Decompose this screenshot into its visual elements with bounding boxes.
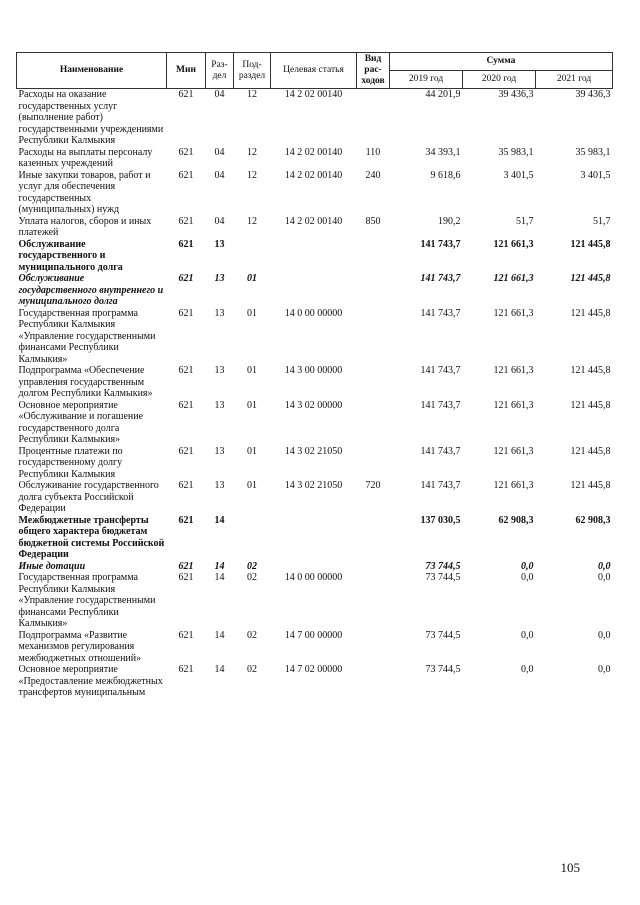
row-razdel: 13 bbox=[214, 480, 225, 491]
row-podrazdel: 02 bbox=[247, 560, 257, 572]
header-year-2021: 2021 год bbox=[536, 71, 613, 89]
row-name: Основное мероприятие «Обслуживание и погашение государственного долга Республики Калмыкия» bbox=[18, 399, 144, 445]
header-name: Наименование bbox=[17, 53, 167, 89]
row-name: Уплата налогов, сборов и иных платежей bbox=[18, 215, 152, 238]
row-vid bbox=[357, 446, 390, 481]
row-razdel: 04 bbox=[214, 169, 225, 181]
header-vid: Вид рас-ходов bbox=[357, 53, 390, 89]
row-podrazdel: 12 bbox=[247, 146, 257, 158]
row-vid bbox=[357, 630, 390, 665]
row-sum-2021: 0,0 bbox=[598, 664, 611, 675]
table-row bbox=[17, 365, 613, 400]
row-sum-2019: 141 743,7 bbox=[420, 238, 461, 250]
row-podrazdel: 01 bbox=[247, 480, 257, 491]
page-number: 105 bbox=[560, 860, 580, 875]
header-celevaya: Целевая статья bbox=[271, 53, 357, 89]
row-sum-2020: 39 436,3 bbox=[498, 89, 534, 100]
row-min: 621 bbox=[178, 629, 194, 641]
table-row bbox=[17, 446, 613, 481]
table-row bbox=[17, 630, 613, 665]
row-sum-2020: 0,0 bbox=[521, 629, 534, 641]
row-vid bbox=[357, 572, 390, 630]
row-sum-2019: 73 744,5 bbox=[425, 572, 461, 583]
row-sum-2020: 51,7 bbox=[516, 215, 534, 227]
row-name: Иные дотации bbox=[18, 560, 86, 572]
budget-table-page bbox=[16, 52, 612, 699]
row-celevaya: 14 3 02 21050 bbox=[284, 480, 343, 491]
table-body bbox=[17, 89, 613, 699]
row-podrazdel: 02 bbox=[247, 629, 257, 641]
row-sum-2021: 121 445,8 bbox=[570, 399, 611, 411]
row-sum-2019: 141 743,7 bbox=[420, 307, 461, 319]
row-vid bbox=[357, 561, 390, 573]
row-podrazdel: 02 bbox=[247, 664, 257, 675]
row-celevaya: 14 7 02 00000 bbox=[284, 664, 343, 675]
row-razdel: 13 bbox=[214, 238, 225, 250]
table-row bbox=[17, 664, 613, 699]
row-celevaya: 14 3 00 00000 bbox=[284, 365, 343, 376]
row-podrazdel: 01 bbox=[247, 399, 257, 411]
row-razdel: 04 bbox=[214, 89, 225, 100]
row-vid: 110 bbox=[365, 146, 381, 158]
row-podrazdel bbox=[234, 239, 271, 274]
row-celevaya: 14 0 00 00000 bbox=[284, 572, 343, 583]
row-celevaya: 14 0 00 00000 bbox=[284, 307, 343, 319]
row-razdel: 13 bbox=[214, 307, 225, 319]
row-sum-2019: 141 743,7 bbox=[420, 480, 461, 491]
table-header bbox=[17, 53, 613, 89]
row-razdel: 14 bbox=[214, 514, 225, 526]
row-name: Государственная программа Республики Калмыкия «Управление государственными финансами Республики Калмыкия» bbox=[18, 307, 156, 365]
row-sum-2019: 9 618,6 bbox=[430, 169, 461, 181]
row-sum-2019: 73 744,5 bbox=[425, 664, 461, 675]
row-celevaya: 14 7 00 00000 bbox=[284, 629, 343, 641]
row-razdel: 14 bbox=[214, 560, 225, 572]
row-razdel: 13 bbox=[214, 273, 225, 284]
row-min: 621 bbox=[178, 273, 194, 284]
row-min: 621 bbox=[178, 664, 194, 675]
row-razdel: 04 bbox=[214, 146, 225, 158]
table-row bbox=[17, 239, 613, 274]
row-vid bbox=[357, 273, 390, 308]
header-year-2020: 2020 год bbox=[463, 71, 536, 89]
table-row bbox=[17, 89, 613, 147]
row-sum-2021: 121 445,8 bbox=[570, 307, 611, 319]
row-sum-2020: 121 661,3 bbox=[493, 480, 534, 491]
row-razdel: 14 bbox=[214, 664, 225, 675]
row-sum-2021: 62 908,3 bbox=[575, 514, 611, 526]
row-min: 621 bbox=[178, 572, 194, 583]
row-sum-2019: 44 201,9 bbox=[425, 89, 461, 100]
row-sum-2020: 0,0 bbox=[521, 572, 534, 583]
budget-table bbox=[16, 52, 613, 699]
row-name: Процентные платежи по государственному долгу Республики Калмыкия bbox=[18, 445, 123, 480]
row-sum-2020: 62 908,3 bbox=[498, 514, 534, 526]
row-celevaya: 14 3 02 21050 bbox=[284, 445, 343, 457]
row-sum-2019: 141 743,7 bbox=[420, 445, 461, 457]
row-min: 621 bbox=[178, 238, 194, 250]
row-sum-2020: 121 661,3 bbox=[493, 238, 534, 250]
row-sum-2020: 121 661,3 bbox=[493, 445, 534, 457]
row-sum-2021: 121 445,8 bbox=[570, 480, 611, 491]
row-razdel: 13 bbox=[214, 399, 225, 411]
row-sum-2021: 0,0 bbox=[598, 572, 611, 583]
table-row bbox=[17, 308, 613, 366]
row-min: 621 bbox=[178, 399, 194, 411]
row-razdel: 14 bbox=[214, 629, 225, 641]
row-name: Подпрограмма «Развитие механизмов регулирования межбюджетных отношений» bbox=[18, 629, 142, 664]
header-summa: Сумма bbox=[390, 53, 613, 71]
row-min: 621 bbox=[178, 89, 194, 100]
header-year-2019: 2019 год bbox=[390, 71, 463, 89]
row-sum-2019: 34 393,1 bbox=[425, 146, 461, 158]
row-sum-2020: 121 661,3 bbox=[493, 399, 534, 411]
row-podrazdel: 01 bbox=[247, 307, 257, 319]
row-vid bbox=[357, 400, 390, 446]
table-row bbox=[17, 273, 613, 308]
table-row bbox=[17, 480, 613, 515]
row-sum-2021: 121 445,8 bbox=[570, 273, 611, 284]
row-podrazdel: 12 bbox=[247, 169, 257, 181]
row-name: Межбюджетные трансферты общего характера бюджетам бюджетной системы Российской Федерации bbox=[18, 514, 165, 560]
row-podrazdel: 12 bbox=[247, 215, 257, 227]
row-name: Обслуживание государственного долга субъекта Российской Федерации bbox=[18, 480, 159, 514]
row-podrazdel: 02 bbox=[247, 572, 257, 583]
row-podrazdel: 01 bbox=[247, 445, 257, 457]
row-name: Обслуживание государственного и муниципального долга bbox=[18, 238, 123, 273]
row-podrazdel bbox=[234, 515, 271, 561]
row-razdel: 04 bbox=[214, 215, 225, 227]
row-sum-2021: 35 983,1 bbox=[575, 146, 611, 158]
row-podrazdel: 01 bbox=[247, 273, 257, 284]
row-sum-2021: 0,0 bbox=[598, 560, 611, 572]
row-sum-2021: 121 445,8 bbox=[570, 365, 611, 376]
row-celevaya: 14 2 02 00140 bbox=[284, 169, 343, 181]
row-celevaya bbox=[271, 273, 357, 308]
row-name: Подпрограмма «Обеспечение управления государственным долгом Республики Калмыкия» bbox=[18, 365, 153, 399]
row-celevaya bbox=[271, 515, 357, 561]
header-podrazdel: Под-раздел bbox=[234, 53, 271, 89]
row-razdel: 13 bbox=[214, 445, 225, 457]
row-vid bbox=[357, 664, 390, 699]
row-vid bbox=[357, 365, 390, 400]
row-sum-2019: 141 743,7 bbox=[420, 399, 461, 411]
row-podrazdel: 01 bbox=[247, 365, 257, 376]
row-sum-2019: 141 743,7 bbox=[420, 273, 461, 284]
row-name: Иные закупки товаров, работ и услуг для обеспечения государственных (муниципальных) нужд bbox=[18, 169, 151, 215]
table-row bbox=[17, 561, 613, 573]
row-name: Основное мероприятие «Предоставление межбюджетных трансфертов муниципальным bbox=[18, 664, 163, 698]
row-sum-2019: 141 743,7 bbox=[420, 365, 461, 376]
row-sum-2021: 121 445,8 bbox=[570, 238, 611, 250]
row-name: Расходы на оказание государственных услуг (выполнение работ) государственными учреждениями Республики Калмыкия bbox=[18, 89, 164, 146]
row-sum-2019: 137 030,5 bbox=[420, 514, 461, 526]
row-sum-2021: 39 436,3 bbox=[575, 89, 611, 100]
row-vid bbox=[357, 308, 390, 366]
row-celevaya bbox=[271, 561, 357, 573]
row-razdel: 13 bbox=[214, 365, 225, 376]
row-min: 621 bbox=[178, 480, 194, 491]
table-row bbox=[17, 147, 613, 170]
row-celevaya bbox=[271, 239, 357, 274]
table-row bbox=[17, 170, 613, 216]
row-sum-2020: 121 661,3 bbox=[493, 307, 534, 319]
row-sum-2019: 73 744,5 bbox=[425, 629, 461, 641]
row-vid bbox=[357, 239, 390, 274]
table-row bbox=[17, 400, 613, 446]
row-sum-2021: 0,0 bbox=[598, 629, 611, 641]
row-sum-2019: 190,2 bbox=[438, 215, 461, 227]
row-min: 621 bbox=[178, 560, 194, 572]
table-row bbox=[17, 515, 613, 561]
table-row bbox=[17, 572, 613, 630]
row-podrazdel: 12 bbox=[247, 89, 257, 100]
row-celevaya: 14 2 02 00140 bbox=[284, 89, 343, 100]
row-vid: 850 bbox=[365, 215, 381, 227]
row-sum-2020: 0,0 bbox=[521, 560, 534, 572]
header-min: Мин bbox=[167, 53, 206, 89]
row-sum-2021: 3 401,5 bbox=[580, 169, 611, 181]
row-sum-2020: 121 661,3 bbox=[493, 365, 534, 376]
row-min: 621 bbox=[178, 169, 194, 181]
row-vid bbox=[357, 515, 390, 561]
row-min: 621 bbox=[178, 307, 194, 319]
row-celevaya: 14 2 02 00140 bbox=[284, 215, 343, 227]
row-min: 621 bbox=[178, 215, 194, 227]
row-min: 621 bbox=[178, 514, 194, 526]
row-vid bbox=[357, 89, 390, 147]
header-razdel: Раз-дел bbox=[206, 53, 234, 89]
row-sum-2019: 73 744,5 bbox=[425, 560, 461, 572]
row-sum-2020: 35 983,1 bbox=[498, 146, 534, 158]
row-sum-2020: 0,0 bbox=[521, 664, 534, 675]
row-sum-2021: 51,7 bbox=[593, 215, 611, 227]
row-name: Расходы на выплаты персоналу казенных учреждений bbox=[18, 146, 153, 169]
row-vid: 240 bbox=[365, 169, 381, 181]
row-vid: 720 bbox=[365, 480, 381, 491]
row-name: Государственная программа Республики Калмыкия «Управление государственными финансами Республики Калмыкия» bbox=[18, 572, 156, 629]
row-celevaya: 14 3 02 00000 bbox=[284, 399, 343, 411]
row-min: 621 bbox=[178, 445, 194, 457]
row-sum-2021: 121 445,8 bbox=[570, 445, 611, 457]
row-celevaya: 14 2 02 00140 bbox=[284, 146, 343, 158]
row-name: Обслуживание государственного внутреннего и муниципального долга bbox=[18, 273, 164, 307]
table-row bbox=[17, 216, 613, 239]
row-min: 621 bbox=[178, 365, 194, 376]
row-sum-2020: 3 401,5 bbox=[503, 169, 534, 181]
row-min: 621 bbox=[178, 146, 194, 158]
row-sum-2020: 121 661,3 bbox=[493, 273, 534, 284]
row-razdel: 14 bbox=[214, 572, 225, 583]
